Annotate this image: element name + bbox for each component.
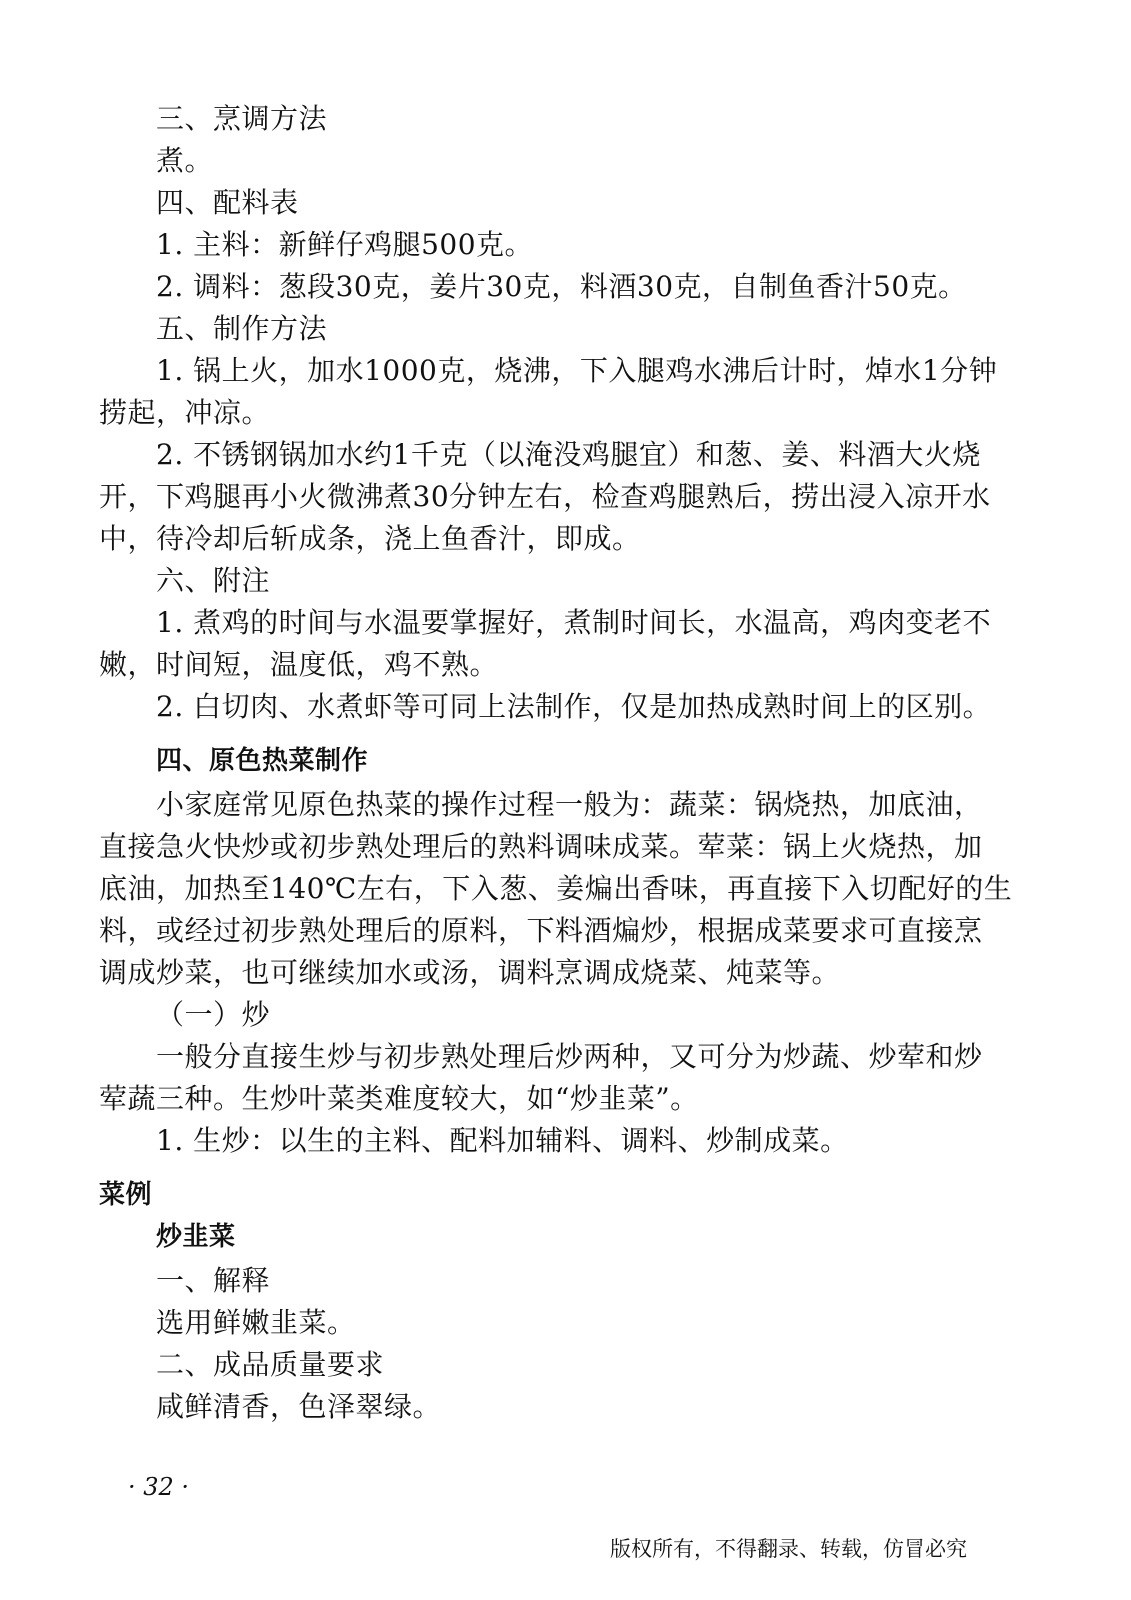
subsection-heading: （一）炒 <box>156 998 271 1031</box>
heading-ingredients: 四、配料表 <box>156 186 299 219</box>
paragraph-line: 开，下鸡腿再小火微沸煮30分钟左右，检查鸡腿熟后，捞出浸入凉开水 <box>99 480 991 513</box>
copyright-notice: 版权所有，不得翻录、转载，仿冒必究 <box>610 1537 967 1561</box>
paragraph-line: 选用鲜嫩韭菜。 <box>156 1306 356 1339</box>
heading-quality: 二、成品质量要求 <box>156 1348 385 1381</box>
paragraph-line: 料，或经过初步熟处理后的原料，下料酒煸炒，根据成菜要求可直接烹 <box>99 914 983 947</box>
paragraph-line: 煮。 <box>156 144 214 177</box>
paragraph-line: 底油，加热至140℃左右，下入葱、姜煸出香味，再直接下入切配好的生 <box>99 872 1013 905</box>
paragraph-line: 咸鲜清香，色泽翠绿。 <box>156 1390 442 1423</box>
paragraph-line: 2. 不锈钢锅加水约1千克（以淹没鸡腿宜）和葱、姜、料酒大火烧 <box>156 438 981 471</box>
paragraph-line: 1. 生炒：以生的主料、配料加辅料、调料、炒制成菜。 <box>156 1124 849 1157</box>
page-number: · 32 · <box>128 1473 190 1501</box>
paragraph-line: 调成炒菜，也可继续加水或汤，调料烹调成烧菜、炖菜等。 <box>99 956 841 989</box>
paragraph-line: 2. 调料：葱段30克，姜片30克，料酒30克，自制鱼香汁50克。 <box>156 270 967 303</box>
paragraph-line: 直接急火快炒或初步熟处理后的熟料调味成菜。荤菜：锅上火烧热，加 <box>99 830 983 863</box>
paragraph-line: 1. 锅上火，加水1000克，烧沸，下入腿鸡水沸后计时，焯水1分钟 <box>156 354 998 387</box>
paragraph-line: 1. 煮鸡的时间与水温要掌握好，煮制时间长，水温高，鸡肉变老不 <box>156 606 992 639</box>
heading-cooking-method: 三、烹调方法 <box>156 102 328 135</box>
recipe-example-heading: 菜例 <box>99 1180 153 1210</box>
paragraph-line: 1. 主料：新鲜仔鸡腿500克。 <box>156 228 534 261</box>
paragraph-line: 2. 白切肉、水煮虾等可同上法制作，仅是加热成熟时间上的区别。 <box>156 690 992 723</box>
paragraph-line: 中，待冷却后斩成条，浇上鱼香汁，即成。 <box>99 522 641 555</box>
paragraph-line: 嫩，时间短，温度低，鸡不熟。 <box>99 648 499 681</box>
paragraph-line: 一般分直接生炒与初步熟处理后炒两种，又可分为炒蔬、炒荤和炒 <box>156 1040 983 1073</box>
paragraph-line: 小家庭常见原色热菜的操作过程一般为：蔬菜：锅烧热，加底油， <box>156 788 983 821</box>
section-heading: 四、原色热菜制作 <box>156 746 369 776</box>
paragraph-line: 荤蔬三种。生炒叶菜类难度较大，如“炒韭菜”。 <box>99 1082 699 1115</box>
heading-explanation: 一、解释 <box>156 1264 271 1297</box>
recipe-title: 炒韭菜 <box>156 1222 236 1252</box>
heading-notes: 六、附注 <box>156 564 271 597</box>
heading-preparation: 五、制作方法 <box>156 312 328 345</box>
paragraph-line: 捞起，冲凉。 <box>99 396 271 429</box>
